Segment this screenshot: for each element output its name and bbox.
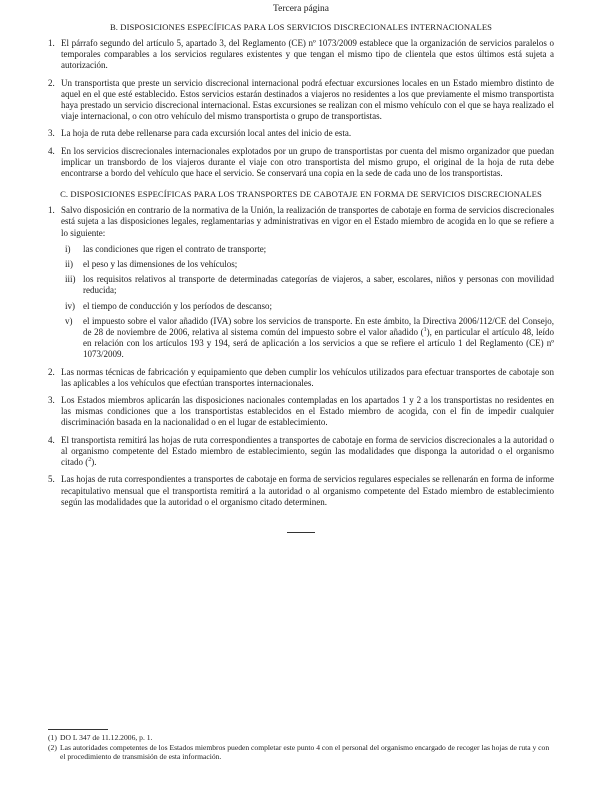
subitem-text-b: ), en particular el artículo 48, leído en relación con los artículos 193 y 194, será de aplicación a los servicios a que se refiere el artículo 1 del Reglamento (CE) nº 1073/2009. — [83, 327, 554, 360]
subitem-text: las condiciones que rigen el contrato de transporte; — [83, 243, 267, 254]
item-number: 1. — [48, 38, 55, 48]
item-number: 4. — [48, 434, 55, 445]
subitem-text: el peso y las dimensiones de los vehículos; — [83, 259, 238, 270]
footnote-ref-2[interactable]: 2 — [88, 457, 92, 464]
section-c-title: C. DISPOSICIONES ESPECÍFICAS PARA LOS TRANSPORTES DE CABOTAJE EN FORMA DE SERVICIOS DISCRECIONALES — [60, 189, 542, 200]
footnotes — [48, 729, 554, 762]
subitem-i — [61, 244, 554, 255]
footnote-separator — [48, 729, 108, 730]
footnote-mark: (2) — [48, 742, 57, 752]
subitem-numeral: iv) — [65, 300, 75, 311]
item-text: Las hojas de ruta correspondientes a transportes de cabotaje en forma de servicios regulares especiales se rellenarán en forma de informe recapitulativo mensual que el transportista remitirá a la autoridad o al organismo competente del Estado miembro de establecimiento según las modalidades que la autoridad o el organismo citado determinen. — [61, 474, 554, 507]
item-text: Las normas técnicas de fabricación y equipamiento que deben cumplir los vehículos utilizados para efectuar transportes de cabotaje son las aplicables a los vehículos que efectúan transportes internacionales. — [61, 366, 554, 388]
subitem-numeral: ii) — [65, 259, 73, 270]
footnote-mark: (1) — [48, 733, 57, 742]
item-text: El párrafo segundo del artículo 5, apartado 3, del Reglamento (CE) nº 1073/2009 establece que la organización de servicios paralelos o temporales comparables a los servicios regulares existentes y que tengan el mismo tipo de clientela que estos últimos está sujeta a autorización. — [61, 38, 554, 71]
item-number: 2. — [48, 366, 55, 377]
item-text: Los Estados miembros aplicarán las disposiciones nacionales contempladas en los apartados 1 y 2 a los transportistas no residentes en las mismas condiciones que a los transportistas establecidos en el Estado miembro de acogida, con el fin de impedir cualquier discriminación basada en la nacionalidad o en el lugar de establecimiento. — [61, 395, 554, 428]
page-header: Tercera página — [272, 4, 330, 14]
item-text: Salvo disposición en contrario de la normativa de la Unión, la realización de transportes de cabotaje en forma de servicios discrecionales está sujeta a las disposiciones legales, reglamentarias y administrativas en vigor en el Estado miembro de acogida en lo que se refiere a lo siguiente: — [61, 205, 554, 238]
section-b-item-4 — [48, 146, 554, 180]
item-text: En los servicios discrecionales internacionales explotados por un grupo de transportistas por cuenta del mismo organizador que puedan implicar un transbordo de los viajeros durante el viaje con otro transportista del mismo grupo, el original de la hoja de ruta debe encontrarse a bordo del vehículo que hace el servicio. Se conservará una copia en la sede de cada uno de los transportistas. — [61, 145, 554, 179]
item-text-a: El transportista remitirá las hojas de ruta correspondientes a transportes de cabotaje en forma de servicios discrecionales a la autoridad o al organismo competente del Estado miembro de establecimiento, según las modalidades que disponga la autoridad o el organismo citado ( — [61, 434, 554, 468]
item-text: Un transportista que preste un servicio discrecional internacional podrá efectuar excursiones locales en un Estado miembro distinto de aquel en el que esté establecido. Estos servicios estarán destinados a viajeros no residentes a los que previamente el mismo transportista haya prestado un servicio discrecional internacional. Estas excursiones se realizan con el mismo vehículo con el que se haya realizado el viaje internacional, o con otro vehículo del mismo transportista o grupo de transportistas. — [61, 77, 554, 122]
footnote-2 — [48, 743, 554, 762]
footnote-text: DO L 347 de 11.12.2006, p. 1. — [60, 733, 153, 742]
item-number: 4. — [48, 145, 55, 156]
section-c-item-4 — [48, 435, 554, 469]
section-end-rule — [287, 532, 315, 533]
item-number: 3. — [48, 395, 55, 406]
section-c-item-5 — [48, 474, 554, 508]
subitem-text-a: el impuesto sobre el valor añadido (IVA) sobre los servicios de transporte. En este ámbito, la Directiva 2006/112/CE del Consejo, de 28 de noviembre de 2006, relativa al sistema común del impuesto sobre el valor añadido ( — [83, 315, 554, 338]
section-c-item-2 — [48, 367, 554, 389]
section-b-item-2 — [48, 78, 554, 123]
item-number: 2. — [48, 77, 55, 88]
item-number: 1. — [48, 205, 55, 216]
subitem-v — [61, 316, 554, 361]
subitem-numeral: v) — [65, 315, 73, 326]
section-b-item-3 — [48, 128, 554, 139]
subitem-text: el tiempo de conducción y los períodos de descanso; — [83, 300, 272, 311]
item-text: La hoja de ruta debe rellenarse para cada excursión local antes del inicio de esta. — [61, 128, 352, 139]
section-b-item-1 — [48, 38, 554, 72]
footnote-1 — [48, 733, 554, 743]
subitem-numeral: i) — [65, 243, 71, 254]
subitem-iii — [61, 274, 554, 296]
document-page — [48, 4, 554, 533]
section-b-title: B. DISPOSICIONES ESPECÍFICAS PARA LOS SERVICIOS DISCRECIONALES INTERNACIONALES — [109, 22, 493, 32]
section-c-item-1 — [48, 205, 554, 360]
subitem-iv — [61, 301, 554, 312]
footnote-ref-1[interactable]: 1 — [423, 327, 427, 334]
section-c-item-3 — [48, 395, 554, 429]
footnote-text: Las autoridades competentes de los Estados miembros pueden completar este punto 4 con el personal del organismo encargado de recoger las hojas de ruta y con el procedimiento de transmisión de esta información. — [60, 742, 550, 762]
item-number: 5. — [48, 474, 55, 485]
item-number: 3. — [48, 128, 55, 139]
subitem-text: los requisitos relativos al transporte de determinadas categorías de viajeros, a saber, escolares, niños y personas con movilidad reducida; — [83, 274, 554, 296]
item-text-b: ). — [91, 457, 97, 468]
subitem-ii — [61, 259, 554, 270]
subitem-numeral: iii) — [65, 274, 76, 285]
